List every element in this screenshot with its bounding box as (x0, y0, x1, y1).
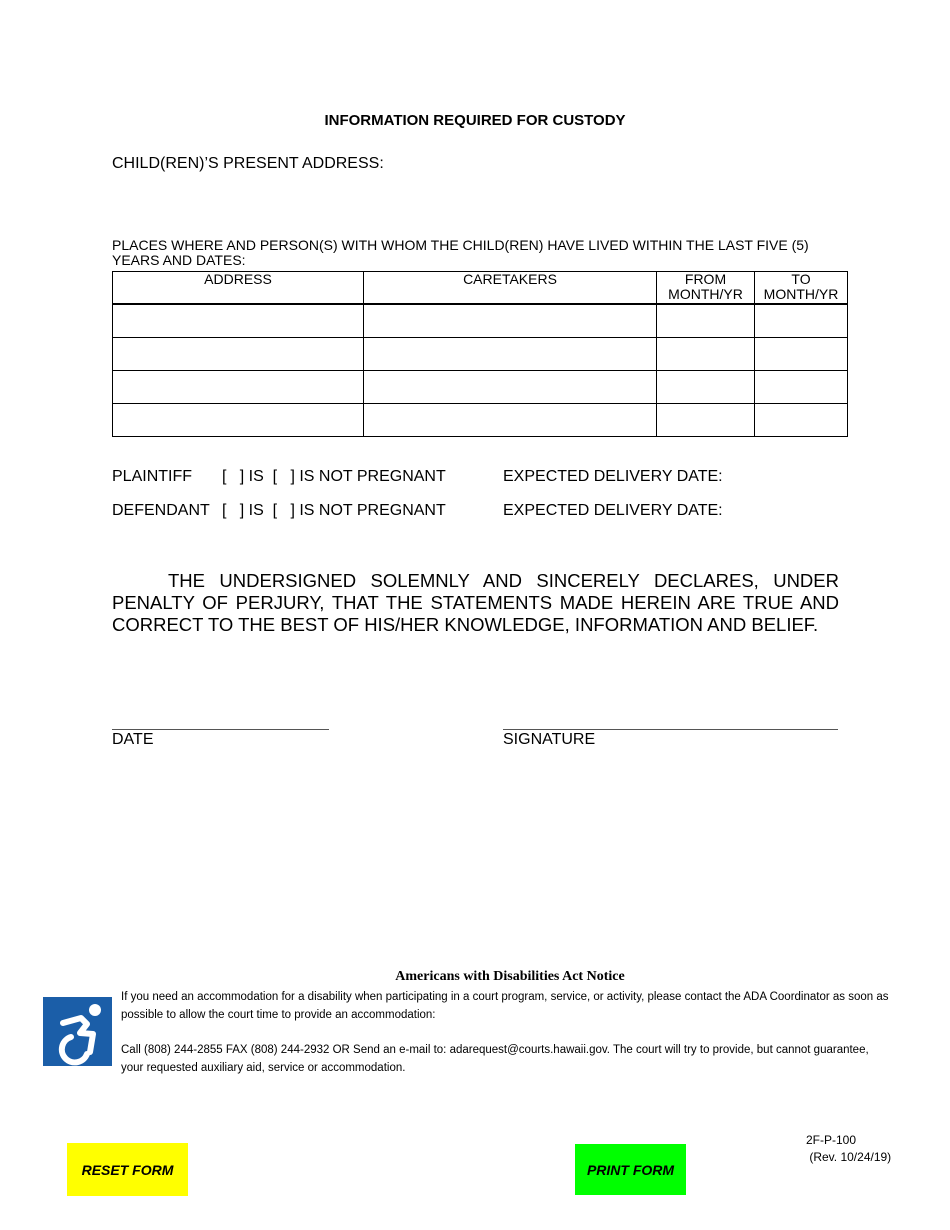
signature-label: SIGNATURE (503, 731, 596, 748)
plaintiff-pregnancy-checkboxes[interactable]: [ ] IS [ ] IS NOT PREGNANT (222, 468, 446, 485)
header-caretakers: CARETAKERS (364, 272, 657, 305)
ada-contact-text: Call (808) 244-2855 FAX (808) 244-2932 OR Send an e-mail to: adarequest@courts.hawaii.gov. The court will try to provide, but cannot guarantee, your requested auxiliary aid, service or accommodation. (121, 1044, 869, 1074)
form-revision: (Rev. 10/24/19) (809, 1150, 892, 1164)
date-label: DATE (112, 731, 154, 748)
plaintiff-delivery-date-label: EXPECTED DELIVERY DATE: (503, 468, 723, 485)
date-line[interactable] (112, 729, 329, 730)
from-date-cell[interactable] (657, 371, 755, 404)
address-cell[interactable] (113, 338, 364, 371)
from-date-cell[interactable] (657, 304, 755, 338)
form-title: INFORMATION REQUIRED FOR CUSTODY (324, 112, 626, 129)
address-cell[interactable] (113, 404, 364, 437)
table-row (113, 304, 848, 338)
caretakers-cell[interactable] (364, 371, 657, 404)
address-cell[interactable] (113, 304, 364, 338)
ada-accommodation-text: If you need an accommodation for a disability when participating in a court program, service, or activity, please contact the ADA Coordinator as soon as possible to allow the court time to provide an accommodation: (121, 991, 889, 1021)
residence-history-table (112, 271, 848, 437)
header-address: ADDRESS (113, 272, 364, 305)
to-date-cell[interactable] (755, 338, 848, 371)
header-to-month-yr: TO MONTH/YR (755, 272, 848, 305)
defendant-pregnancy-checkboxes[interactable]: [ ] IS [ ] IS NOT PREGNANT (222, 502, 446, 519)
caretakers-cell[interactable] (364, 404, 657, 437)
present-address-label: CHILD(REN)’S PRESENT ADDRESS: (112, 155, 384, 172)
address-cell[interactable] (113, 371, 364, 404)
accessibility-icon (43, 997, 112, 1066)
defendant-delivery-date-label: EXPECTED DELIVERY DATE: (503, 502, 723, 519)
places-lived-label: PLACES WHERE AND PERSON(S) WITH WHOM THE CHILD(REN) HAVE LIVED WITHIN THE LAST FIVE (5) YEARS AND DATES: (112, 237, 809, 268)
print-form-button[interactable]: PRINT FORM (575, 1144, 686, 1195)
reset-form-button[interactable]: RESET FORM (67, 1143, 188, 1196)
ada-notice-title: Americans with Disabilities Act Notice (395, 969, 625, 984)
signature-line[interactable] (503, 729, 838, 730)
table-row (113, 371, 848, 404)
plaintiff-label: PLAINTIFF (112, 468, 193, 485)
perjury-declaration: THE UNDERSIGNED SOLEMNLY AND SINCERELY DECLARES, UNDER PENALTY OF PERJURY, THAT THE STATEMENTS MADE HEREIN ARE TRUE AND CORRECT TO THE BEST OF HIS/HER KNOWLEDGE, INFORMATION AND BELIEF. (112, 570, 839, 635)
table-row (113, 338, 848, 371)
caretakers-cell[interactable] (364, 304, 657, 338)
form-number (806, 1132, 891, 1166)
from-date-cell[interactable] (657, 338, 755, 371)
form-number-code: 2F-P-100 (806, 1133, 857, 1147)
to-date-cell[interactable] (755, 404, 848, 437)
caretakers-cell[interactable] (364, 338, 657, 371)
table-row (113, 404, 848, 437)
to-date-cell[interactable] (755, 304, 848, 338)
defendant-label: DEFENDANT (112, 502, 210, 519)
header-from-month-yr: FROM MONTH/YR (657, 272, 755, 305)
from-date-cell[interactable] (657, 404, 755, 437)
to-date-cell[interactable] (755, 371, 848, 404)
